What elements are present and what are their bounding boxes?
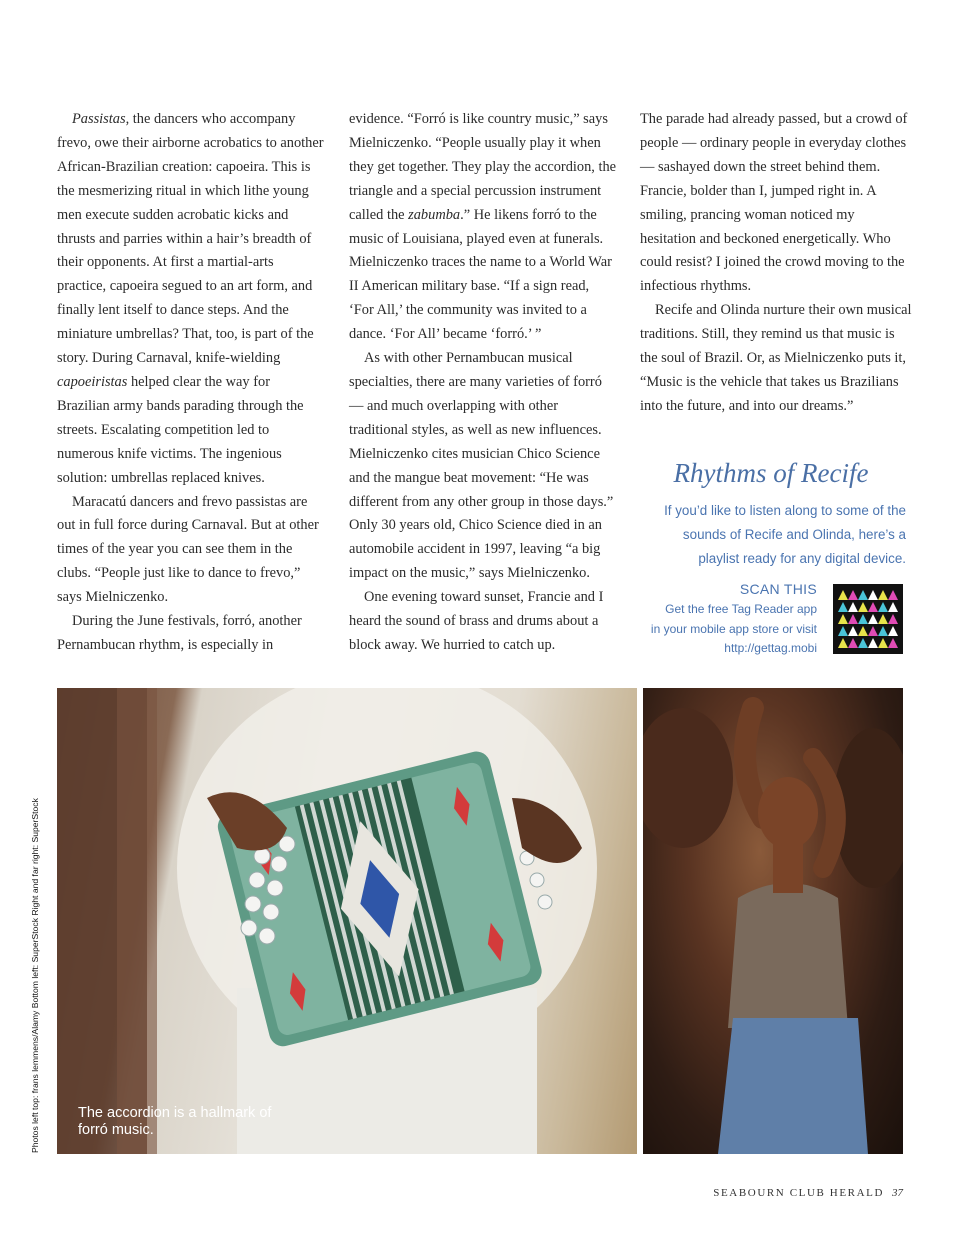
tag-triangle: [848, 638, 858, 648]
scan-url-link[interactable]: http://gettag.mobi: [724, 641, 817, 655]
tag-triangle: [878, 590, 888, 600]
tag-triangle: [878, 602, 888, 612]
sidebar-text: If you’d like to listen along to some of the sounds of Recife and Olinda, here’s a playlist ready for any digital device.: [664, 503, 906, 567]
tag-triangle: [838, 590, 848, 600]
tag-triangle: [848, 602, 858, 612]
scan-title: SCAN THIS: [739, 581, 817, 597]
tag-triangle: [868, 614, 878, 624]
tag-code-graphic: [833, 584, 903, 654]
paragraph-text: , the dancers who accompany frevo, owe their airborne acrobatics to another African-Brazilian creation: capoeira. This is the mesmerizing ritual in which lithe young men execute sudden acrobatic kicks and thrusts and parries within a hair’s breadth of their opponents. At first a martial-arts practice, capoeira segued to an art form, and finally lent itself to dance steps. And the miniature umbrellas? That, too, is part of the story. During Carnaval, knife-wielding: [57, 111, 324, 367]
lead-term: Passistas: [72, 111, 126, 127]
tag-triangle: [878, 638, 888, 648]
paragraph-text: helped clear the way for Brazilian army bands parading through the streets. Escalating competition led to numerous knife victims. The ingenious solution: umbrellas replaced knives.: [57, 373, 304, 486]
paragraph: One evening toward sunset, Francie and I heard the sound of brass and drums about a block away. We hurried to catch up.: [349, 589, 604, 653]
photo-credits: Photos left top: frans lemmens/Alamy Bottom left: SuperStock Right and far right: SuperStock: [30, 798, 40, 1153]
tag-triangle: [858, 638, 868, 648]
tag-triangle: [838, 626, 848, 636]
tag-triangle: [878, 626, 888, 636]
tag-triangle: [868, 590, 878, 600]
tag-code-icon[interactable]: [833, 584, 903, 654]
tag-triangle: [848, 626, 858, 636]
tag-triangle: [858, 590, 868, 600]
tag-triangle: [868, 638, 878, 648]
scan-block: [640, 578, 817, 659]
accordion-illustration: [57, 688, 637, 1154]
magazine-name: SEABOURN CLUB HERALD: [713, 1187, 884, 1199]
tag-triangle: [868, 602, 878, 612]
tag-triangle: [838, 614, 848, 624]
page-number: 37: [892, 1187, 903, 1199]
tag-triangle: [888, 614, 898, 624]
tag-triangle: [838, 602, 848, 612]
tag-triangle: [888, 590, 898, 600]
tag-triangle: [848, 614, 858, 624]
paragraph-text: evidence. “Forró is like country music,” says Mielniczenko. “People usually play it when they get together. They play the accordion, the triangle and a special percussion instrument called the: [349, 111, 617, 223]
tag-triangle: [848, 590, 858, 600]
paragraph: Recife and Olinda nurture their own musical traditions. Still, they remind us that music is the soul of Brazil. Or, as Mielniczenko puts it, “Music is the vehicle that takes us Brazilians into the future, and into our dreams.”: [640, 302, 912, 414]
scan-instruction: in your mobile app store or visit: [650, 621, 817, 636]
article-column-2: [349, 108, 617, 658]
tag-triangle: [858, 614, 868, 624]
tag-triangle: [888, 602, 898, 612]
tag-triangle: [868, 626, 878, 636]
paragraph: [349, 108, 617, 347]
tag-triangle: [858, 626, 868, 636]
sidebar-title: Rhythms of Recife: [673, 458, 869, 488]
article-column-3: [640, 108, 912, 419]
article-column-1: [57, 108, 325, 658]
tag-triangle: [858, 602, 868, 612]
paragraph: Maracatú dancers and frevo passistas are out in full force during Carnaval. But at other times of the year you can see them in the clubs. “People just like to dance to frevo,” says Mielniczenko.: [57, 493, 319, 606]
tag-triangle: [888, 638, 898, 648]
paragraph: [57, 108, 325, 491]
paragraph: As with other Pernambucan musical specialties, there are many varieties of forró — and much overlapping with other traditional styles, as well as new influences. Mielniczenko cites musician Chico Science and the mangue beat movement: “He was different from any other group in those days.” Only 30 years old, Chico Science died in an automobile accident in 1997, leaving “a big impact on the music,” says Mielniczenko.: [349, 350, 614, 582]
scan-instruction: Get the free Tag Reader app: [665, 602, 817, 616]
italic-term: capoeiristas: [57, 373, 128, 390]
photo-caption: The accordion is a hallmark of forró music.: [78, 1105, 272, 1138]
tag-triangle: [888, 626, 898, 636]
tag-triangle: [838, 638, 848, 648]
paragraph-text: .” He likens forró to the music of Louisiana, played even at funerals. Mielniczenko traces the name to a World War II American military base. “If a sign read, ‘For All,’ the community was invited to a dance. ‘For All’ became ‘forró.’ ”: [349, 206, 612, 343]
italic-term: zabumba: [408, 206, 461, 223]
page-footer: [713, 1187, 903, 1199]
paragraph: During the June festivals, forró, another Pernambucan rhythm, is especially in: [57, 613, 302, 653]
paragraph: The parade had already passed, but a crowd of people — ordinary people in everyday clothes — sashayed down the street behind them. Francie, bolder than I, jumped right in. A smiling, prancing woman noticed my hesitation and beckoned energetically. Who could resist? I joined the crowd moving to the infectious rhythms.: [640, 111, 908, 295]
dancer-photo: [643, 688, 903, 1154]
tag-triangle: [878, 614, 888, 624]
accordion-photo: [57, 688, 637, 1154]
dancer-illustration: [643, 688, 903, 1154]
